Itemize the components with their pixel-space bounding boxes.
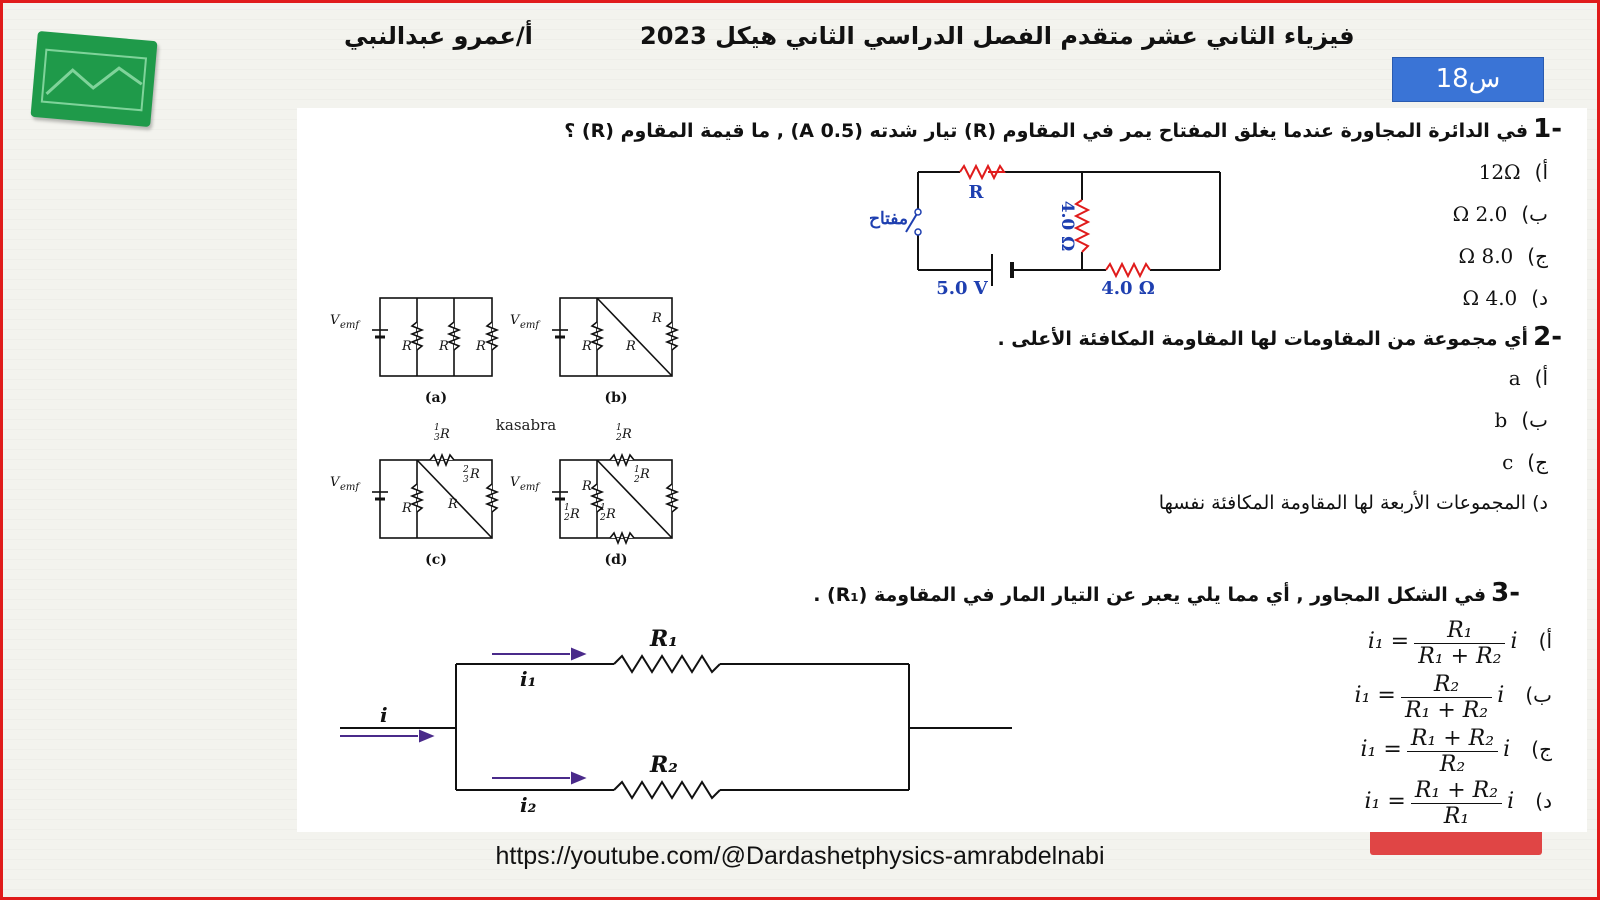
svg-text:R: R: [570, 507, 580, 522]
q3-circuit-diagram: [340, 626, 1020, 816]
caption-a: (a): [424, 390, 448, 406]
caption-b: (b): [604, 390, 628, 406]
resistor-r1-label: R₁: [650, 626, 678, 652]
q1-text: في الدائرة المجاورة عندما يغلق المفتاح يمر في المقاوم (R) تيار شدته (0.5 A) , ما قيمة المقاوم (R) ؟: [564, 120, 1529, 142]
svg-text:R: R: [626, 339, 636, 354]
svg-text:emf: emf: [520, 320, 540, 331]
q3-heading: [813, 578, 1520, 608]
q2-number: -2: [1533, 322, 1562, 352]
q1-vertical-resistor-label: 4.0 Ω: [1057, 200, 1077, 252]
svg-text:2: 2: [564, 513, 570, 523]
q1-option-c[interactable]: ج)8.0 Ω: [1458, 244, 1548, 268]
q1-resistor-r-label: R: [968, 182, 984, 203]
svg-text:R: R: [652, 311, 662, 326]
q3-number: -3: [1491, 578, 1520, 608]
resistor-r2-label: R₂: [650, 752, 678, 778]
svg-text:1: 1: [634, 465, 640, 475]
q1-option-b[interactable]: ب)2.0 Ω: [1452, 202, 1548, 226]
svg-text:V: V: [330, 313, 340, 328]
svg-text:R: R: [582, 479, 592, 494]
q2-option-c[interactable]: ج)c: [1502, 450, 1548, 474]
teacher-name: أ/عمرو عبدالنبي: [344, 22, 533, 50]
svg-text:R: R: [606, 507, 616, 522]
svg-text:V: V: [510, 475, 520, 490]
svg-text:3: 3: [434, 433, 440, 443]
caption-c: (c): [425, 552, 447, 568]
svg-text:2: 2: [463, 465, 469, 475]
svg-text:R: R: [476, 339, 486, 354]
q1-bottom-resistor-label: 4.0 Ω: [1101, 278, 1155, 299]
svg-text:R: R: [622, 427, 632, 442]
svg-text:R: R: [640, 467, 650, 482]
svg-text:emf: emf: [340, 482, 360, 493]
current-i1-label: i₁: [520, 667, 537, 691]
q1-option-a[interactable]: أ)12Ω: [1478, 160, 1548, 184]
svg-text:1: 1: [564, 503, 570, 513]
watermark-text: kasabra: [495, 416, 557, 434]
svg-text:3: 3: [463, 475, 469, 485]
svg-text:2: 2: [634, 475, 640, 485]
svg-text:1: 1: [600, 503, 606, 513]
q3-option-b[interactable]: ب) i₁ = $\frac{\text{R₂}}{\text{R₁ + R₂}}$ i: [1354, 672, 1552, 723]
q3-option-a[interactable]: أ) i₁ = $\frac{\text{R₁}}{\text{R₁ + R₂}}$ i: [1367, 618, 1552, 669]
q2-text: أي مجموعة من المقاومات لها المقاومة المكافئة الأعلى .: [997, 328, 1529, 350]
q1-switch-label: مفتاح: [869, 209, 908, 229]
svg-text:1: 1: [616, 423, 622, 433]
svg-text:R: R: [402, 501, 412, 516]
svg-text:R: R: [470, 467, 480, 482]
svg-text:emf: emf: [340, 320, 360, 331]
q1-circuit-diagram: [850, 158, 1230, 308]
q2-heading: [997, 322, 1562, 352]
q3-option-d[interactable]: د) i₁ = $\frac{\text{R₁ + R₂}}{\text{R₁}}$ i: [1364, 778, 1552, 829]
channel-url[interactable]: https://youtube.com/@Dardashetphysics-amrabdelnabi: [495, 842, 1105, 870]
question-badge: س18: [1392, 57, 1544, 102]
svg-text:2: 2: [600, 513, 606, 523]
q2-option-d[interactable]: د) المجموعات الأربعة لها المقاومة المكافئة نفسها: [1158, 492, 1548, 514]
q1-heading: [564, 114, 1562, 144]
current-i2-label: i₂: [520, 793, 537, 816]
q2-option-a[interactable]: أ)a: [1508, 366, 1548, 390]
svg-text:R: R: [448, 497, 458, 512]
q1-number: -1: [1533, 114, 1562, 144]
svg-text:1: 1: [434, 423, 440, 433]
q2-circuit-diagrams: [330, 292, 690, 574]
svg-text:V: V: [330, 475, 340, 490]
svg-text:emf: emf: [520, 482, 540, 493]
q3-option-c[interactable]: ج) i₁ = $\frac{\text{R₁ + R₂}}{\text{R₂}}$ i: [1360, 726, 1552, 777]
logo: [30, 31, 157, 127]
current-i-label: i: [380, 703, 388, 727]
svg-text:V: V: [510, 313, 520, 328]
svg-text:2: 2: [616, 433, 622, 443]
q1-battery-label: 5.0 V: [936, 278, 988, 299]
q3-text: في الشكل المجاور , أي مما يلي يعبر عن التيار المار في المقاومة (R₁) .: [813, 584, 1487, 606]
svg-text:R: R: [439, 339, 449, 354]
svg-text:R: R: [582, 339, 592, 354]
page-title: فيزياء الثاني عشر متقدم الفصل الدراسي الثاني هيكل 2023: [640, 22, 1355, 50]
svg-text:R: R: [440, 427, 450, 442]
q1-option-d[interactable]: د)4.0 Ω: [1462, 286, 1548, 310]
caption-d: (d): [604, 552, 628, 568]
q2-option-b[interactable]: ب)b: [1494, 408, 1548, 432]
svg-text:R: R: [402, 339, 412, 354]
